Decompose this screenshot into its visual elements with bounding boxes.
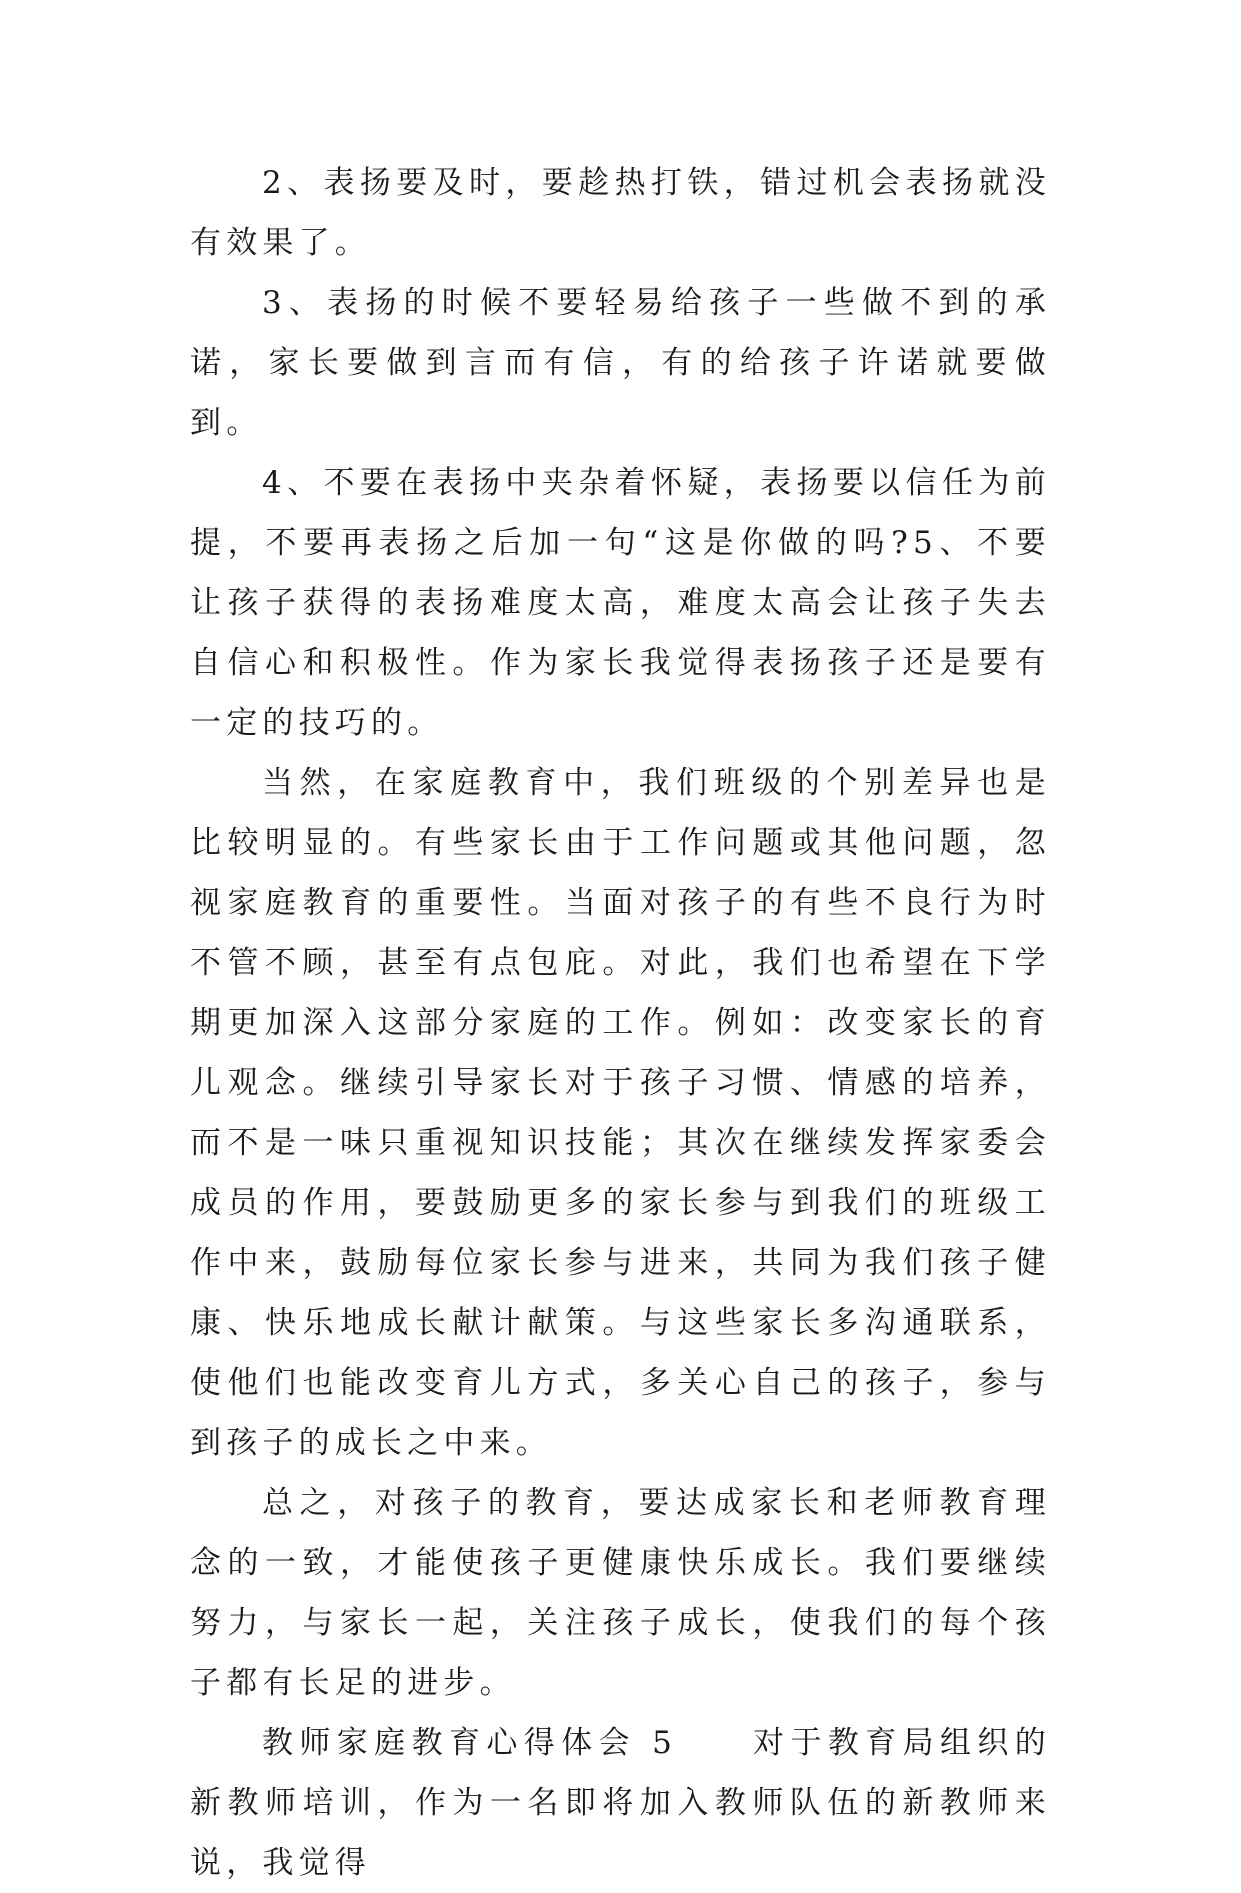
paragraph-conclusion: 总之，对孩子的教育，要达成家长和老师教育理念的一致，才能使孩子更健康快乐成长。我们要继续努力，与家长一起，关注孩子成长，使我们的每个孩子都有长足的进步。 — [190, 1485, 1051, 1701]
paragraph-praise-promises: 3、表扬的时候不要轻易给孩子一些做不到的承诺，家长要做到言而有信，有的给孩子许诺就要做到。 — [190, 285, 1051, 441]
paragraph-praise-timely: 2、表扬要及时，要趁热打铁，错过机会表扬就没有效果了。 — [190, 165, 1051, 261]
paragraph-praise-trust: 4、不要在表扬中夹杂着怀疑，表扬要以信任为前提，不要再表扬之后加一句“这是你做的吗?5、不要让孩子获得的表扬难度太高，难度太高会让孩子失去自信心和积极性。作为家长我觉得表扬孩子还是要有一定的技巧的。 — [190, 465, 1051, 741]
paragraph-section-5-start: 教师家庭教育心得体会 5 对于教育局组织的新教师培训，作为一名即将加入教师队伍的新教师来说，我觉得 — [190, 1725, 1051, 1881]
paragraph-class-differences: 当然，在家庭教育中，我们班级的个别差异也是比较明显的。有些家长由于工作问题或其他问题，忽视家庭教育的重要性。当面对孩子的有些不良行为时不管不顾，甚至有点包庇。对此，我们也希望在下学期更加深入这部分家庭的工作。例如：改变家长的育儿观念。继续引导家长对于孩子习惯、情感的培养，而不是一味只重视知识技能；其次在继续发挥家委会成员的作用，要鼓励更多的家长参与到我们的班级工作中来，鼓励每位家长参与进来，共同为我们孩子健康、快乐地成长献计献策。与这些家长多沟通联系，使他们也能改变育儿方式，多关心自己的孩子，参与到孩子的成长之中来。 — [190, 765, 1051, 1461]
